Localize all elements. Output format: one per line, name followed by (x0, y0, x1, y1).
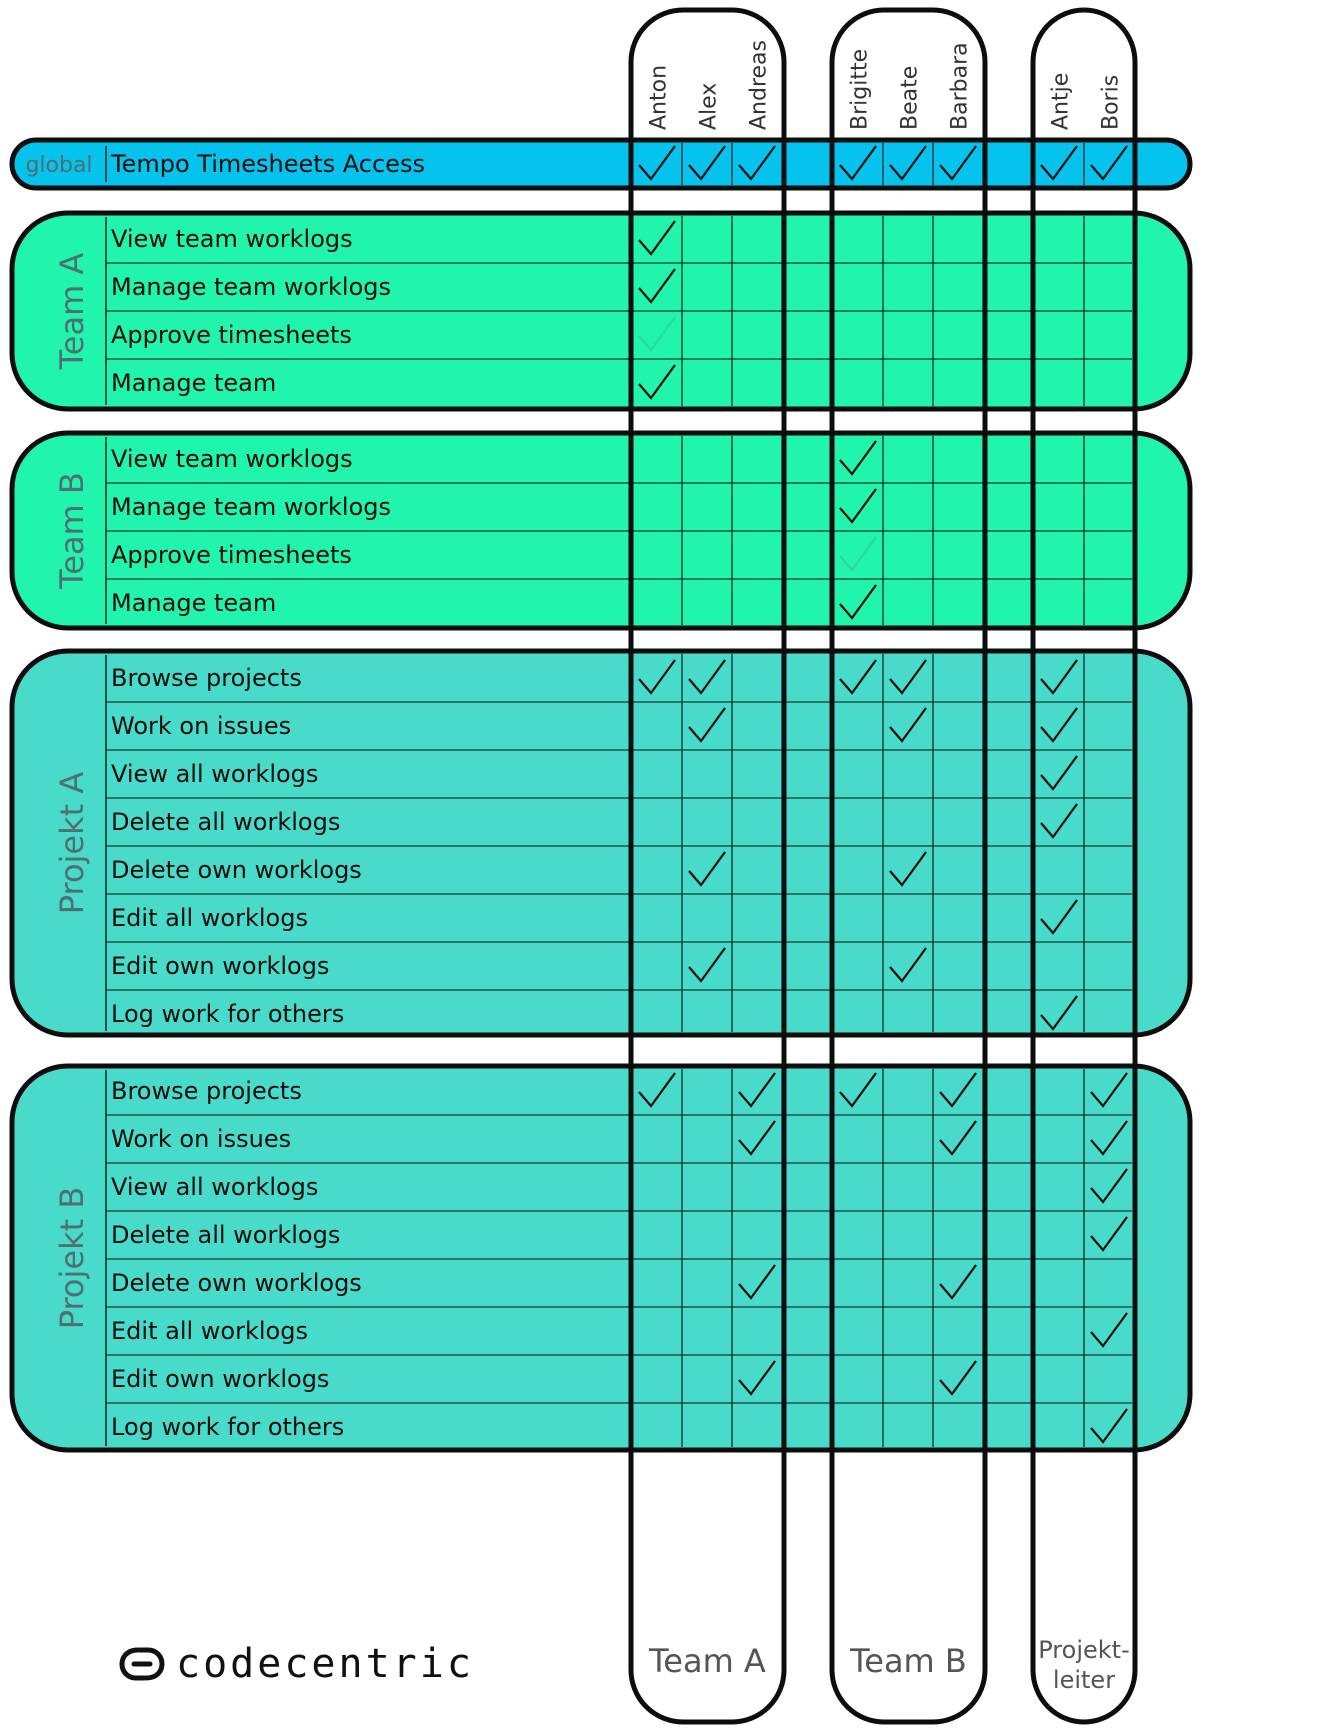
row-label: Delete all worklogs (111, 1221, 341, 1249)
person-name-andreas: Andreas (746, 40, 772, 130)
row-label: Delete own worklogs (111, 1269, 362, 1297)
row-label: Edit own worklogs (111, 1365, 330, 1393)
row-label: View team worklogs (111, 445, 353, 473)
row-label: Browse projects (111, 664, 302, 692)
row-label: View all worklogs (111, 760, 319, 788)
group-label-1: Team B (850, 1642, 967, 1680)
section-label-global: global (25, 153, 93, 178)
row-label: Manage team (111, 589, 277, 617)
row-label: Log work for others (111, 1413, 345, 1441)
row-label: Edit all worklogs (111, 1317, 308, 1345)
section-label-projekt-b: Projekt B (53, 1186, 91, 1330)
row-label: Browse projects (111, 1077, 302, 1105)
section-label-team-a: Team A (53, 252, 91, 370)
person-name-anton: Anton (646, 64, 672, 130)
row-label: Manage team (111, 369, 277, 397)
row-label: Work on issues (111, 1125, 292, 1153)
row-label: Edit own worklogs (111, 952, 330, 980)
person-name-barbara: Barbara (947, 42, 973, 130)
row-label: Log work for others (111, 1000, 345, 1028)
section-label-projekt-a: Projekt A (53, 771, 91, 915)
row-label: Edit all worklogs (111, 904, 308, 932)
row-label: Delete all worklogs (111, 808, 341, 836)
person-name-beate: Beate (897, 65, 923, 130)
person-name-antje: Antje (1048, 72, 1074, 130)
row-label: Manage team worklogs (111, 493, 392, 521)
section-label-team-b: Team B (53, 472, 91, 589)
row-label: Work on issues (111, 712, 292, 740)
logo-text: codecentric (176, 1641, 474, 1687)
person-name-boris: Boris (1098, 74, 1124, 130)
row-label: Delete own worklogs (111, 856, 362, 884)
row-label: Approve timesheets (111, 321, 352, 349)
row-label: Tempo Timesheets Access (111, 150, 425, 178)
person-name-brigitte: Brigitte (847, 48, 873, 130)
group-label-2: Projekt- (1038, 1636, 1130, 1664)
group-label-2: leiter (1052, 1666, 1116, 1694)
codecentric-logo-icon (118, 1642, 166, 1686)
row-label: View team worklogs (111, 225, 353, 253)
person-name-alex: Alex (696, 82, 722, 130)
row-label: Manage team worklogs (111, 273, 392, 301)
codecentric-logo (118, 1640, 474, 1688)
row-label: View all worklogs (111, 1173, 319, 1201)
row-label: Approve timesheets (111, 541, 352, 569)
group-label-0: Team A (649, 1642, 766, 1680)
